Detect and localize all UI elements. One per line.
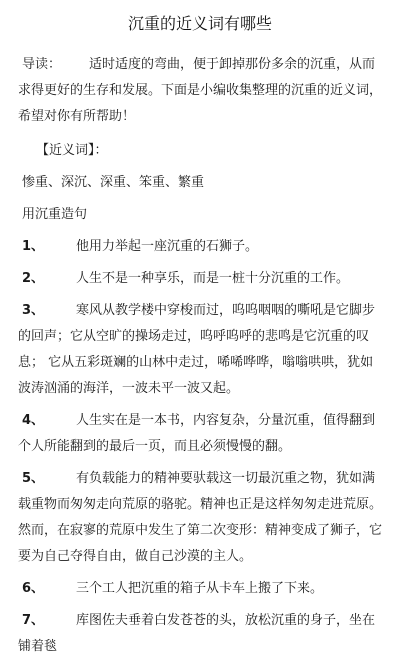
sentence-number: 2、 bbox=[22, 271, 45, 286]
sentence-number: 4、 bbox=[22, 413, 45, 428]
sentence-text: 寒风从教学楼中穿梭而过，呜呜咽咽的嘶吼是它脚步的回声；它从空旷的操场走过，呜呼呜呼的悲鸣是它沉重的叹息； 它从五彩斑斓的山林中走过，唏唏哗哗，嗡嗡哄哄，犹如波涛汹涌的海洋，一波未平一波又起。 bbox=[18, 303, 376, 396]
sentence-item bbox=[18, 466, 382, 570]
sentence-number: 7、 bbox=[22, 613, 45, 628]
sentence-item bbox=[18, 576, 382, 602]
sentence-list bbox=[18, 234, 382, 660]
sentence-text: 他用力举起一座沉重的石狮子。 bbox=[76, 239, 259, 254]
sentence-number: 6、 bbox=[22, 581, 45, 596]
sentence-number: 5、 bbox=[22, 471, 45, 486]
sentence-item bbox=[18, 266, 382, 292]
intro-label: 导读： bbox=[22, 57, 62, 72]
sentence-item bbox=[18, 234, 382, 260]
sentence-text: 库图佐夫垂着白发苍苍的头，放松沉重的身子，坐在铺着毯 bbox=[18, 613, 376, 654]
usage-label: 用沉重造句 bbox=[22, 207, 88, 222]
sentence-number: 1、 bbox=[22, 239, 45, 254]
sentence-item bbox=[18, 298, 382, 402]
sentence-item bbox=[18, 408, 382, 460]
synonyms-label: 【近义词】： bbox=[36, 143, 108, 158]
synonyms-list: 惨重、深沉、深重、笨重、繁重 bbox=[22, 175, 205, 190]
sentence-text: 人生不是一种享乐，而是一桩十分沉重的工作。 bbox=[76, 271, 350, 286]
sentence-number: 3、 bbox=[22, 303, 45, 318]
intro-paragraph bbox=[18, 52, 382, 130]
sentence-text: 有负载能力的精神要驮载这一切最沉重之物，犹如满载重物而匆匆走向荒原的骆驼。精神也正是这样匆匆走进荒原。然而，在寂寥的荒原中发生了第二次变形：精神变成了狮子，它要为自己夺得自由，做自己沙漠的主人。 bbox=[18, 471, 383, 564]
intro-text: 适时适度的弯曲，便于卸掉那份多余的沉重，从而求得更好的生存和发展。下面是小编收集整理的沉重的近义词， 希望对你有所帮助！ bbox=[18, 57, 383, 124]
page-title: 沉重的近义词有哪些 bbox=[127, 14, 272, 33]
sentence-text: 人生实在是一本书，内容复杂，分量沉重，值得翻到个人所能翻到的最后一页，而且必须慢慢的翻。 bbox=[18, 413, 376, 454]
sentence-item bbox=[18, 608, 382, 660]
sentence-text: 三个工人把沉重的箱子从卡车上搬了下来。 bbox=[76, 581, 324, 596]
